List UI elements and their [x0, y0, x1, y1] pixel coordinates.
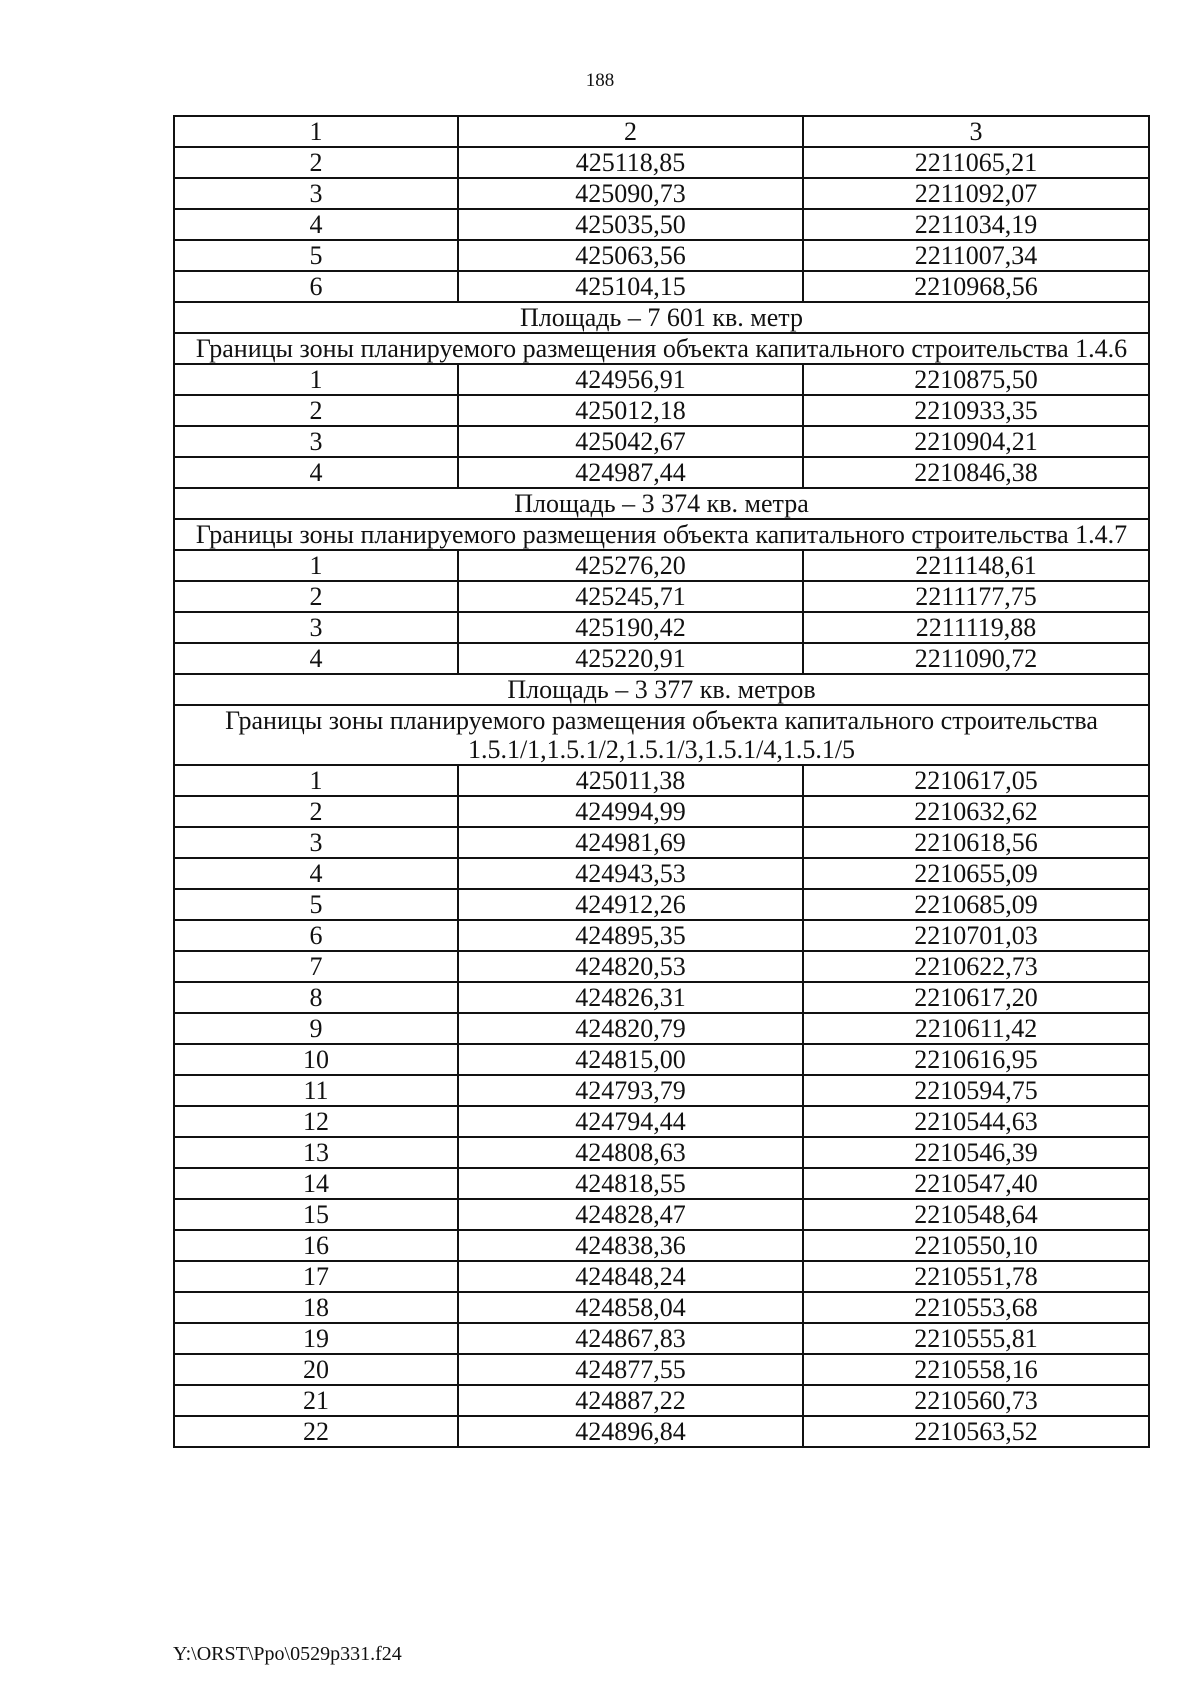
y-coordinate-cell: 2211148,61: [803, 550, 1149, 581]
table-row: [174, 1013, 1149, 1044]
y-coordinate-cell: 2210617,05: [803, 765, 1149, 796]
x-coordinate-cell: 425035,50: [458, 209, 803, 240]
point-number-cell: 5: [174, 240, 458, 271]
x-coordinate-cell: 424956,91: [458, 364, 803, 395]
table-row: [174, 240, 1149, 271]
area-row: [174, 674, 1149, 705]
table-row: [174, 147, 1149, 178]
point-number-cell: 1: [174, 364, 458, 395]
table-row: [174, 920, 1149, 951]
table-row: [174, 1323, 1149, 1354]
point-number-cell: 2: [174, 395, 458, 426]
table-row: [174, 426, 1149, 457]
table-row: [174, 1168, 1149, 1199]
point-number-cell: 21: [174, 1385, 458, 1416]
table-row: [174, 1292, 1149, 1323]
x-coordinate-cell: 424887,22: [458, 1385, 803, 1416]
table-row: [174, 1354, 1149, 1385]
y-coordinate-cell: 2211090,72: [803, 643, 1149, 674]
x-coordinate-cell: 424848,24: [458, 1261, 803, 1292]
table-row: [174, 827, 1149, 858]
x-coordinate-cell: 424820,53: [458, 951, 803, 982]
table-row: [174, 364, 1149, 395]
y-coordinate-cell: 2210553,68: [803, 1292, 1149, 1323]
point-number-cell: 14: [174, 1168, 458, 1199]
area-text: Площадь – 3 377 кв. метров: [174, 674, 1149, 705]
point-number-cell: 7: [174, 951, 458, 982]
x-coordinate-cell: 424828,47: [458, 1199, 803, 1230]
y-coordinate-cell: 2210563,52: [803, 1416, 1149, 1447]
table-row: [174, 612, 1149, 643]
table-row: [174, 1106, 1149, 1137]
zone-heading-row: [174, 519, 1149, 550]
zone-heading-row: [174, 705, 1149, 765]
y-coordinate-cell: 2210933,35: [803, 395, 1149, 426]
point-number-cell: 4: [174, 209, 458, 240]
point-number-cell: 2: [174, 147, 458, 178]
table-row: [174, 1044, 1149, 1075]
table-row: [174, 271, 1149, 302]
page-number: 188: [585, 70, 615, 91]
x-coordinate-cell: 425104,15: [458, 271, 803, 302]
x-coordinate-cell: 424858,04: [458, 1292, 803, 1323]
y-coordinate-cell: 2210594,75: [803, 1075, 1149, 1106]
x-coordinate-cell: 424815,00: [458, 1044, 803, 1075]
area-row: [174, 488, 1149, 519]
table-row: [174, 643, 1149, 674]
y-coordinate-cell: 2210548,64: [803, 1199, 1149, 1230]
table-row: [174, 209, 1149, 240]
point-number-cell: 17: [174, 1261, 458, 1292]
y-coordinate-cell: 2210550,10: [803, 1230, 1149, 1261]
x-coordinate-cell: 424808,63: [458, 1137, 803, 1168]
y-coordinate-cell: 2210551,78: [803, 1261, 1149, 1292]
x-coordinate-cell: 425245,71: [458, 581, 803, 612]
x-coordinate-cell: 424820,79: [458, 1013, 803, 1044]
y-coordinate-cell: 2210875,50: [803, 364, 1149, 395]
zone-heading-row: [174, 333, 1149, 364]
table-row: [174, 858, 1149, 889]
file-path-footer: Y:\ORST\Ppo\0529p331.f24: [173, 1643, 402, 1665]
x-coordinate-cell: 424877,55: [458, 1354, 803, 1385]
x-coordinate-cell: 424793,79: [458, 1075, 803, 1106]
point-number-cell: 2: [174, 581, 458, 612]
y-coordinate-cell: 2210701,03: [803, 920, 1149, 951]
x-coordinate-cell: 424838,36: [458, 1230, 803, 1261]
point-number-cell: 13: [174, 1137, 458, 1168]
zone-heading-text: Границы зоны планируемого размещения объекта капитального строительства 1.4.6: [174, 333, 1149, 364]
table-row: [174, 581, 1149, 612]
point-number-cell: 3: [174, 178, 458, 209]
x-coordinate-cell: 424912,26: [458, 889, 803, 920]
point-number-cell: 1: [174, 550, 458, 581]
y-coordinate-cell: 2210560,73: [803, 1385, 1149, 1416]
area-text: Площадь – 3 374 кв. метра: [174, 488, 1149, 519]
table-row: [174, 1261, 1149, 1292]
y-coordinate-cell: 2210555,81: [803, 1323, 1149, 1354]
y-coordinate-cell: 2210546,39: [803, 1137, 1149, 1168]
x-coordinate-cell: 424867,83: [458, 1323, 803, 1354]
table-row: [174, 1385, 1149, 1416]
y-coordinate-cell: 2210632,62: [803, 796, 1149, 827]
point-number-cell: 1: [174, 765, 458, 796]
y-coordinate-cell: 2210611,42: [803, 1013, 1149, 1044]
y-coordinate-cell: 2210622,73: [803, 951, 1149, 982]
y-coordinate-cell: 2211065,21: [803, 147, 1149, 178]
table-row: [174, 550, 1149, 581]
y-coordinate-cell: 2210617,20: [803, 982, 1149, 1013]
point-number-cell: 8: [174, 982, 458, 1013]
area-text: Площадь – 7 601 кв. метр: [174, 302, 1149, 333]
x-coordinate-cell: 424794,44: [458, 1106, 803, 1137]
table-row: [174, 1230, 1149, 1261]
point-number-cell: 3: [174, 827, 458, 858]
point-number-cell: 3: [174, 612, 458, 643]
y-coordinate-cell: 2210968,56: [803, 271, 1149, 302]
y-coordinate-cell: 2210655,09: [803, 858, 1149, 889]
point-number-cell: 16: [174, 1230, 458, 1261]
y-coordinate-cell: 2211177,75: [803, 581, 1149, 612]
table-row: [174, 1075, 1149, 1106]
x-coordinate-cell: 424818,55: [458, 1168, 803, 1199]
x-coordinate-cell: 425220,91: [458, 643, 803, 674]
x-coordinate-cell: 425090,73: [458, 178, 803, 209]
x-coordinate-cell: 425190,42: [458, 612, 803, 643]
y-coordinate-cell: 2211119,88: [803, 612, 1149, 643]
x-coordinate-cell: 424981,69: [458, 827, 803, 858]
table-row: [174, 178, 1149, 209]
table-row: [174, 457, 1149, 488]
x-coordinate-cell: 424895,35: [458, 920, 803, 951]
table-row: [174, 951, 1149, 982]
point-number-cell: 19: [174, 1323, 458, 1354]
y-coordinate-cell: 2210544,63: [803, 1106, 1149, 1137]
y-coordinate-cell: 2210547,40: [803, 1168, 1149, 1199]
point-number-cell: 4: [174, 643, 458, 674]
x-coordinate-cell: 424826,31: [458, 982, 803, 1013]
header-cell-y: 3: [803, 116, 1149, 147]
table-row: [174, 765, 1149, 796]
point-number-cell: 6: [174, 920, 458, 951]
table-row: [174, 982, 1149, 1013]
point-number-cell: 3: [174, 426, 458, 457]
header-row: [174, 116, 1149, 147]
coordinates-table: [173, 115, 1150, 1448]
point-number-cell: 18: [174, 1292, 458, 1323]
point-number-cell: 22: [174, 1416, 458, 1447]
table-row: [174, 395, 1149, 426]
x-coordinate-cell: 425063,56: [458, 240, 803, 271]
x-coordinate-cell: 424987,44: [458, 457, 803, 488]
table-row: [174, 1416, 1149, 1447]
y-coordinate-cell: 2210846,38: [803, 457, 1149, 488]
x-coordinate-cell: 425011,38: [458, 765, 803, 796]
y-coordinate-cell: 2210618,56: [803, 827, 1149, 858]
point-number-cell: 4: [174, 457, 458, 488]
header-cell-x: 2: [458, 116, 803, 147]
point-number-cell: 20: [174, 1354, 458, 1385]
area-row: [174, 302, 1149, 333]
x-coordinate-cell: 424896,84: [458, 1416, 803, 1447]
y-coordinate-cell: 2210616,95: [803, 1044, 1149, 1075]
table-row: [174, 796, 1149, 827]
table-row: [174, 1199, 1149, 1230]
x-coordinate-cell: 425012,18: [458, 395, 803, 426]
zone-heading-text: Границы зоны планируемого размещения объекта капитального строительства 1.4.7: [174, 519, 1149, 550]
point-number-cell: 11: [174, 1075, 458, 1106]
y-coordinate-cell: 2210904,21: [803, 426, 1149, 457]
zone-heading-text: Границы зоны планируемого размещения объекта капитального строительства 1.5.1/1,1.5.1/2,1.5.1/3,1.5.1/4,1.5.1/5: [174, 705, 1149, 765]
x-coordinate-cell: 425276,20: [458, 550, 803, 581]
y-coordinate-cell: 2211034,19: [803, 209, 1149, 240]
point-number-cell: 4: [174, 858, 458, 889]
point-number-cell: 15: [174, 1199, 458, 1230]
table-header: [174, 116, 1149, 147]
point-number-cell: 2: [174, 796, 458, 827]
x-coordinate-cell: 424943,53: [458, 858, 803, 889]
y-coordinate-cell: 2210685,09: [803, 889, 1149, 920]
x-coordinate-cell: 424994,99: [458, 796, 803, 827]
x-coordinate-cell: 425042,67: [458, 426, 803, 457]
x-coordinate-cell: 425118,85: [458, 147, 803, 178]
header-cell-point: 1: [174, 116, 458, 147]
point-number-cell: 9: [174, 1013, 458, 1044]
table-row: [174, 889, 1149, 920]
y-coordinate-cell: 2211092,07: [803, 178, 1149, 209]
table-row: [174, 1137, 1149, 1168]
point-number-cell: 12: [174, 1106, 458, 1137]
y-coordinate-cell: 2211007,34: [803, 240, 1149, 271]
point-number-cell: 5: [174, 889, 458, 920]
point-number-cell: 6: [174, 271, 458, 302]
table-body: [174, 147, 1149, 1447]
y-coordinate-cell: 2210558,16: [803, 1354, 1149, 1385]
point-number-cell: 10: [174, 1044, 458, 1075]
